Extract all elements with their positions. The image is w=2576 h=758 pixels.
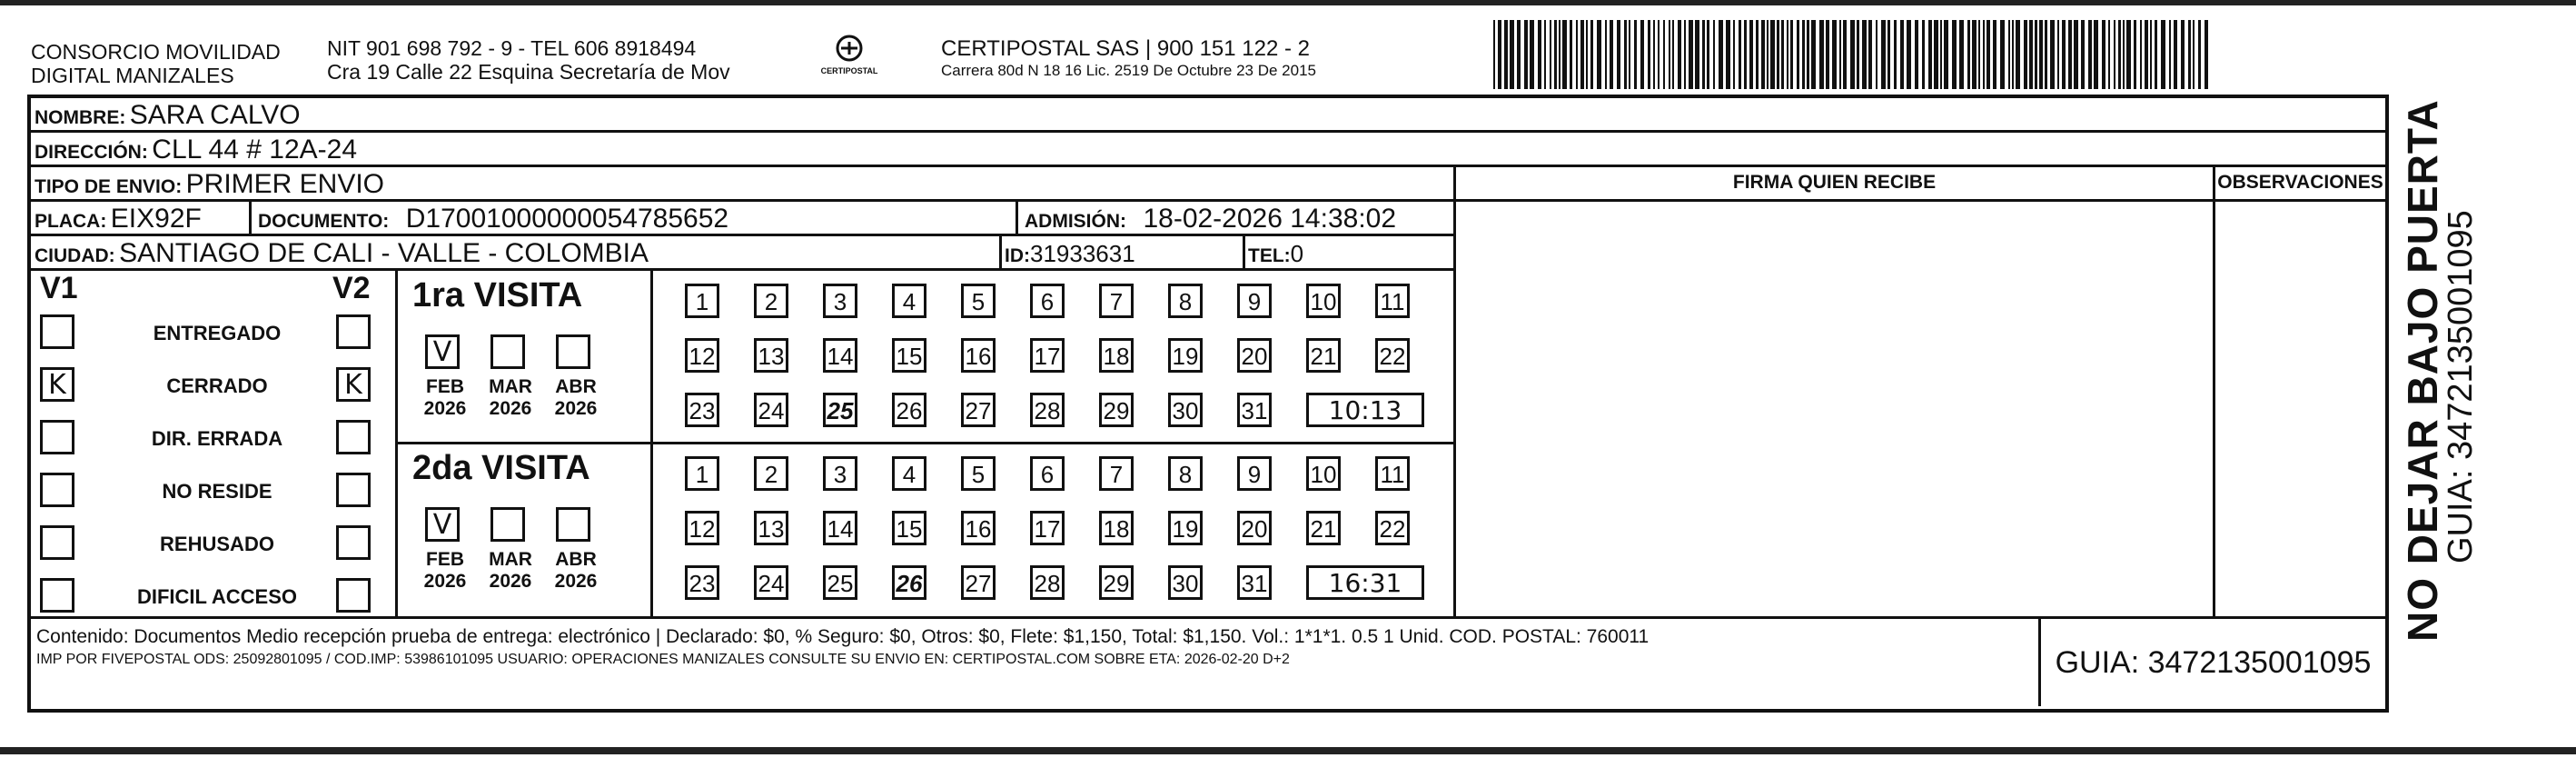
second-visit-month-checkbox[interactable] bbox=[556, 507, 590, 542]
barcode-bar bbox=[2161, 20, 2165, 89]
second-visit-day-box[interactable]: 10 bbox=[1306, 456, 1341, 491]
consortium-name bbox=[31, 40, 281, 87]
firma-header-label: FIRMA QUIEN RECIBE bbox=[1732, 172, 1937, 193]
second-visit-day-box[interactable]: 6 bbox=[1030, 456, 1065, 491]
second-visit-day-box[interactable]: 13 bbox=[754, 511, 788, 545]
second-visit-day-box[interactable]: 30 bbox=[1168, 565, 1203, 600]
barcode bbox=[1490, 20, 2216, 89]
consortium-nit bbox=[327, 36, 730, 84]
barcode-bar bbox=[1498, 20, 1501, 89]
barcode-bar bbox=[1983, 20, 1985, 89]
barcode-bar bbox=[2169, 20, 2171, 89]
barcode-bar bbox=[1894, 20, 1897, 89]
status-block bbox=[31, 271, 398, 616]
second-visit-month-label: MAR 2026 bbox=[489, 549, 532, 592]
barcode-bar bbox=[1493, 20, 1495, 89]
barcode-bar bbox=[2024, 20, 2027, 89]
barcode-bar bbox=[2039, 20, 2043, 89]
first-visit-day-box[interactable]: 13 bbox=[754, 338, 788, 373]
footer-line2: IMP POR FIVEPOSTAL ODS: 25092801095 / COD.IMP: 53986101095 USUARIO: OPERACIONES MANIZALES CONSULTE SU ENVIO EN: CERTIPOSTAL.COM SOBRE ETA: 2026-02-20 D+2 bbox=[36, 652, 1290, 667]
id-divider bbox=[1243, 236, 1245, 268]
consortium-line1: CONSORCIO MOVILIDAD bbox=[31, 40, 281, 64]
tel-field bbox=[1248, 240, 1303, 268]
barcode-bar bbox=[2108, 20, 2110, 89]
barcode-bar bbox=[1726, 20, 1730, 89]
status-label: CERRADO bbox=[166, 374, 268, 397]
ciudad-label: CIUDAD: bbox=[35, 245, 115, 266]
barcode-bar bbox=[1530, 20, 1534, 89]
second-visit-day-box[interactable]: 3 bbox=[823, 456, 857, 491]
tel-value: 0 bbox=[1290, 240, 1304, 267]
barcode-bar bbox=[1597, 20, 1601, 89]
barcode-bar bbox=[2102, 20, 2105, 89]
row-placa bbox=[31, 202, 1453, 236]
second-visit-month-label: ABR 2026 bbox=[554, 549, 598, 592]
barcode-bar bbox=[1669, 20, 1670, 89]
delivery-form bbox=[27, 95, 2389, 713]
direccion-field bbox=[35, 135, 357, 165]
barcode-bar bbox=[1868, 20, 1872, 89]
nombre-label: NOMBRE: bbox=[35, 107, 126, 128]
second-visit-day-box[interactable]: 27 bbox=[961, 565, 996, 600]
barcode-bar bbox=[1807, 20, 1809, 89]
barcode-bar bbox=[1663, 20, 1665, 89]
v2-checkbox[interactable]: K bbox=[336, 367, 371, 402]
second-visit-day-box[interactable]: 22 bbox=[1375, 511, 1410, 545]
first-visit-day-box[interactable]: 14 bbox=[823, 338, 857, 373]
barcode-bar bbox=[2016, 20, 2020, 89]
barcode-bar bbox=[1993, 20, 1996, 89]
first-visit-month-label: ABR 2026 bbox=[554, 376, 598, 419]
barcode-bar bbox=[1550, 20, 1551, 89]
barcode-bar bbox=[1707, 20, 1709, 89]
barcode-bar bbox=[1510, 20, 1514, 89]
first-visit-day-box[interactable]: 21 bbox=[1306, 338, 1341, 373]
barcode-bar bbox=[2088, 20, 2092, 89]
company-line2: Carrera 80d N 18 16 Lic. 2519 De Octubre 23 De 2015 bbox=[941, 62, 1316, 79]
v1-checkbox[interactable] bbox=[40, 420, 74, 454]
barcode-bar bbox=[1653, 20, 1655, 89]
row-tipo bbox=[31, 167, 1453, 202]
second-visit-month-label: FEB 2026 bbox=[423, 549, 467, 592]
tipo-value: PRIMER ENVIO bbox=[185, 169, 385, 199]
barcode-bar bbox=[1781, 20, 1784, 89]
status-label: REHUSADO bbox=[160, 533, 274, 555]
barcode-bar bbox=[1959, 20, 1964, 89]
barcode-bar bbox=[1832, 20, 1837, 89]
barcode-bar bbox=[2029, 20, 2033, 89]
barcode-bar bbox=[1862, 20, 1867, 89]
barcode-bar bbox=[1576, 20, 1578, 89]
barcode-bar bbox=[1928, 20, 1932, 89]
barcode-bar bbox=[1972, 20, 1977, 89]
status-label: DIR. ERRADA bbox=[151, 427, 283, 450]
v2-checkbox[interactable] bbox=[336, 314, 371, 349]
barcode-bar bbox=[1739, 20, 1741, 89]
second-visit-day-box[interactable]: 2 bbox=[754, 456, 788, 491]
ciudad-divider bbox=[999, 236, 1002, 268]
first-visit-time-box[interactable]: 10:13 bbox=[1306, 393, 1424, 427]
id-value: 31933631 bbox=[1030, 240, 1135, 267]
barcode-bar bbox=[1524, 20, 1528, 89]
first-visit-day-box[interactable]: 2 bbox=[754, 284, 788, 318]
barcode-bar bbox=[1900, 20, 1904, 89]
barcode-bar bbox=[1802, 20, 1805, 89]
barcode-bar bbox=[2114, 20, 2115, 89]
barcode-bar bbox=[1839, 20, 1841, 89]
second-visit-day-box[interactable]: 31 bbox=[1237, 565, 1272, 600]
barcode-bar bbox=[1756, 20, 1759, 89]
month-divider bbox=[650, 271, 653, 616]
first-visit-day-box[interactable]: 10 bbox=[1306, 284, 1341, 318]
barcode-bar bbox=[1544, 20, 1546, 89]
v1-checkbox[interactable] bbox=[40, 525, 74, 560]
barcode-bar bbox=[2140, 20, 2142, 89]
first-visit-title: 1ra VISITA bbox=[412, 276, 583, 314]
barcode-bar bbox=[1876, 20, 1878, 89]
barcode-bar bbox=[1767, 20, 1769, 89]
barcode-bar bbox=[1684, 20, 1686, 89]
barcode-bar bbox=[1787, 20, 1788, 89]
barcode-bar bbox=[1826, 20, 1829, 89]
first-visit-month-label: MAR 2026 bbox=[489, 376, 532, 419]
first-visit-month-label: FEB 2026 bbox=[423, 376, 467, 419]
logo-text: CERTIPOSTAL bbox=[820, 66, 878, 75]
company-info bbox=[941, 36, 1316, 80]
first-visit-day-box[interactable]: 11 bbox=[1375, 284, 1410, 318]
admision-value: 18-02-2026 14:38:02 bbox=[1143, 204, 1397, 234]
barcode-bar bbox=[2012, 20, 2014, 89]
admision-label: ADMISIÓN: bbox=[1025, 211, 1126, 232]
barcode-bar bbox=[1590, 20, 1593, 89]
first-visit-day-box[interactable]: 1 bbox=[685, 284, 719, 318]
barcode-bar bbox=[1777, 20, 1779, 89]
second-visit-time-box[interactable]: 16:31 bbox=[1306, 565, 1424, 600]
first-visit-day-box[interactable]: 18 bbox=[1099, 338, 1134, 373]
second-visit-day-box[interactable]: 9 bbox=[1237, 456, 1272, 491]
first-visit-day-box[interactable]: 16 bbox=[961, 338, 996, 373]
barcode-bar bbox=[1713, 20, 1715, 89]
side-warning: NO DEJAR BAJO PUERTA bbox=[2399, 99, 2446, 642]
footer bbox=[31, 616, 2385, 709]
first-visit-day-box[interactable]: 15 bbox=[892, 338, 926, 373]
barcode-bar bbox=[2181, 20, 2185, 89]
documento-divider bbox=[1016, 202, 1018, 234]
second-visit-month-checkbox[interactable] bbox=[490, 507, 525, 542]
first-visit-day-box[interactable]: 27 bbox=[961, 393, 996, 427]
barcode-bar bbox=[1559, 20, 1560, 89]
first-visit-month-checkbox[interactable]: V bbox=[425, 334, 460, 369]
barcode-bar bbox=[1629, 20, 1630, 89]
tipo-field bbox=[35, 169, 384, 200]
first-visit-day-box[interactable]: 12 bbox=[685, 338, 719, 373]
v2-checkbox[interactable] bbox=[336, 420, 371, 454]
firma-header bbox=[1453, 167, 2213, 202]
admision-field bbox=[1025, 204, 1396, 234]
first-visit-day-box[interactable]: 22 bbox=[1375, 338, 1410, 373]
barcode-bar bbox=[1504, 20, 1508, 89]
barcode-bar bbox=[2150, 20, 2152, 89]
second-visit-day-box[interactable]: 23 bbox=[685, 565, 719, 600]
second-visit-day-box[interactable]: 16 bbox=[961, 511, 996, 545]
barcode-bar bbox=[2193, 20, 2195, 89]
barcode-bar bbox=[1915, 20, 1918, 89]
barcode-bar bbox=[2188, 20, 2191, 89]
first-visit-day-box[interactable]: 9 bbox=[1237, 284, 1272, 318]
tipo-label: TIPO DE ENVIO: bbox=[35, 176, 183, 197]
v1-checkbox[interactable] bbox=[40, 473, 74, 507]
barcode-bar bbox=[1634, 20, 1637, 89]
barcode-bar bbox=[2204, 20, 2208, 89]
ciudad-field bbox=[35, 238, 649, 269]
second-visit-day-box[interactable]: 8 bbox=[1168, 456, 1203, 491]
v2-checkbox[interactable] bbox=[336, 473, 371, 507]
first-visit-day-box[interactable]: 8 bbox=[1168, 284, 1203, 318]
second-visit-day-box[interactable]: 4 bbox=[892, 456, 926, 491]
second-visit-day-box[interactable]: 24 bbox=[754, 565, 788, 600]
certipostal-logo bbox=[817, 35, 881, 75]
row-ciudad bbox=[31, 236, 1453, 271]
placa-field bbox=[35, 204, 202, 234]
second-visit-month-checkbox[interactable]: V bbox=[425, 507, 460, 542]
second-visit-day-box[interactable]: 7 bbox=[1099, 456, 1134, 491]
scan-edge-bottom bbox=[0, 747, 2576, 754]
barcode-bar bbox=[1695, 20, 1699, 89]
observaciones-header bbox=[2213, 167, 2385, 202]
footer-guia-box bbox=[2038, 619, 2385, 706]
first-visit-day-box[interactable]: 4 bbox=[892, 284, 926, 318]
second-visit-day-box[interactable]: 21 bbox=[1306, 511, 1341, 545]
consortium-line2: DIGITAL MANIZALES bbox=[31, 64, 234, 87]
v1-checkbox[interactable] bbox=[40, 578, 74, 613]
barcode-bar bbox=[1811, 20, 1816, 89]
barcode-bar bbox=[1617, 20, 1620, 89]
placa-value: EIX92F bbox=[110, 204, 202, 234]
status-label: ENTREGADO bbox=[153, 322, 282, 344]
barcode-bar bbox=[1605, 20, 1607, 89]
tel-label: TEL: bbox=[1248, 245, 1291, 266]
first-visit-day-box[interactable]: 23 bbox=[685, 393, 719, 427]
first-visit-day-box[interactable]: 17 bbox=[1030, 338, 1065, 373]
company-line1: CERTIPOSTAL SAS | 900 151 122 - 2 bbox=[941, 36, 1310, 61]
barcode-bar bbox=[2057, 20, 2059, 89]
barcode-bar bbox=[1967, 20, 1970, 89]
barcode-bar bbox=[2008, 20, 2010, 89]
footer-line1: Contenido: Documentos Medio recepción prueba de entrega: electrónico | Declarado: $0, % Seguro: $0, Otros: $0, Flete: $1,150, Total: $1,150. Vol.: 1*1*1. 0.5 1 Unid. COD. POSTAL: 760011 bbox=[36, 626, 1650, 647]
observaciones-header-label: OBSERVACIONES bbox=[2217, 172, 2383, 193]
barcode-bar bbox=[1658, 20, 1660, 89]
first-visit-day-box[interactable]: 26 bbox=[892, 393, 926, 427]
nit-line1: NIT 901 698 792 - 9 - TEL 606 8918494 bbox=[327, 36, 697, 60]
barcode-bar bbox=[1538, 20, 1541, 89]
barcode-bar bbox=[1744, 20, 1747, 89]
v1-label: V1 bbox=[40, 271, 78, 305]
side-guia: GUIA: 3472135001095 bbox=[2442, 210, 2480, 564]
first-visit-day-box[interactable]: 19 bbox=[1168, 338, 1203, 373]
barcode-bar bbox=[1624, 20, 1627, 89]
ciudad-value: SANTIAGO DE CALI - VALLE - COLOMBIA bbox=[119, 238, 649, 268]
v2-checkbox[interactable] bbox=[336, 525, 371, 560]
barcode-bar bbox=[1857, 20, 1859, 89]
visits-block bbox=[398, 271, 1453, 616]
barcode-bar bbox=[2145, 20, 2148, 89]
barcode-bar bbox=[1944, 20, 1948, 89]
barcode-bar bbox=[1689, 20, 1693, 89]
barcode-bar bbox=[1887, 20, 1890, 89]
barcode-bar bbox=[2068, 20, 2072, 89]
barcode-bar bbox=[2050, 20, 2055, 89]
first-visit-day-box[interactable]: 3 bbox=[823, 284, 857, 318]
barcode-bar bbox=[2094, 20, 2098, 89]
second-visit-day-box[interactable]: 26 bbox=[892, 565, 926, 600]
first-visit-day-box[interactable]: 28 bbox=[1030, 393, 1065, 427]
status-label: DIFICIL ACCESO bbox=[136, 585, 297, 608]
barcode-bar bbox=[1790, 20, 1793, 89]
row-direccion bbox=[31, 133, 2385, 167]
barcode-bar bbox=[1580, 20, 1584, 89]
documento-field bbox=[258, 204, 728, 234]
first-visit-day-box[interactable]: 24 bbox=[754, 393, 788, 427]
barcode-bar bbox=[2118, 20, 2121, 89]
second-visit-day-box[interactable]: 17 bbox=[1030, 511, 1065, 545]
direccion-value: CLL 44 # 12A-24 bbox=[152, 135, 358, 165]
v2-checkbox[interactable] bbox=[336, 578, 371, 613]
barcode-bar bbox=[1770, 20, 1775, 89]
barcode-bar bbox=[1881, 20, 1886, 89]
second-visit-day-box[interactable]: 25 bbox=[823, 565, 857, 600]
first-visit-day-box[interactable]: 31 bbox=[1237, 393, 1272, 427]
barcode-bar bbox=[1819, 20, 1824, 89]
barcode-bar bbox=[1761, 20, 1765, 89]
second-visit-day-box[interactable]: 29 bbox=[1099, 565, 1134, 600]
v2-label: V2 bbox=[332, 271, 371, 305]
logo-icon bbox=[831, 35, 867, 62]
second-visit-day-box[interactable]: 15 bbox=[892, 511, 926, 545]
barcode-bar bbox=[1678, 20, 1681, 89]
v1-checkbox[interactable] bbox=[40, 314, 74, 349]
barcode-bar bbox=[2035, 20, 2037, 89]
barcode-bar bbox=[1733, 20, 1735, 89]
footer-guia: GUIA: 3472135001095 bbox=[2055, 644, 2372, 680]
nombre-field bbox=[35, 100, 301, 131]
barcode-bar bbox=[1843, 20, 1847, 89]
barcode-bar bbox=[2155, 20, 2157, 89]
barcode-bar bbox=[1719, 20, 1723, 89]
barcode-bar bbox=[1986, 20, 1990, 89]
scan-edge-top bbox=[0, 0, 2576, 5]
id-label: ID: bbox=[1005, 245, 1030, 266]
nombre-value: SARA CALVO bbox=[129, 100, 301, 130]
first-visit-month-checkbox[interactable] bbox=[490, 334, 525, 369]
row-nombre bbox=[31, 98, 2385, 133]
first-visit-day-box[interactable]: 5 bbox=[961, 284, 996, 318]
second-visit-day-box[interactable]: 1 bbox=[685, 456, 719, 491]
barcode-bar bbox=[1934, 20, 1938, 89]
barcode-bar bbox=[1749, 20, 1753, 89]
first-visit-day-box[interactable]: 29 bbox=[1099, 393, 1134, 427]
second-visit-day-box[interactable]: 14 bbox=[823, 511, 857, 545]
documento-value: D17001000000054785652 bbox=[405, 204, 729, 234]
barcode-bar bbox=[1952, 20, 1957, 89]
nit-line2: Cra 19 Calle 22 Esquina Secretaría de Mov bbox=[327, 60, 730, 84]
first-visit-month-checkbox[interactable] bbox=[556, 334, 590, 369]
barcode-bar bbox=[1922, 20, 1925, 89]
observaciones-column bbox=[2213, 202, 2385, 616]
barcode-bar bbox=[2174, 20, 2177, 89]
barcode-bar bbox=[1797, 20, 1799, 89]
barcode-bar bbox=[2126, 20, 2131, 89]
barcode-bar bbox=[2074, 20, 2078, 89]
firma-column bbox=[1453, 202, 2213, 616]
status-label: NO RESIDE bbox=[162, 480, 272, 503]
barcode-bar bbox=[2134, 20, 2136, 89]
id-field bbox=[1005, 240, 1135, 268]
barcode-bar bbox=[1562, 20, 1567, 89]
second-visit-day-box[interactable]: 20 bbox=[1237, 511, 1272, 545]
v1-checkbox[interactable]: K bbox=[40, 367, 74, 402]
second-visit-day-box[interactable]: 18 bbox=[1099, 511, 1134, 545]
first-visit-day-box[interactable]: 30 bbox=[1168, 393, 1203, 427]
barcode-bar bbox=[1940, 20, 1942, 89]
barcode-bar bbox=[2062, 20, 2066, 89]
second-visit-day-box[interactable]: 12 bbox=[685, 511, 719, 545]
barcode-bar bbox=[1648, 20, 1650, 89]
barcode-bar bbox=[1586, 20, 1588, 89]
second-visit-title: 2da VISITA bbox=[412, 449, 590, 487]
barcode-bar bbox=[1978, 20, 1980, 89]
barcode-bar bbox=[1554, 20, 1557, 89]
first-visit-day-box[interactable]: 25 bbox=[823, 393, 857, 427]
second-visit-day-box[interactable]: 28 bbox=[1030, 565, 1065, 600]
direccion-label: DIRECCIÓN: bbox=[35, 142, 148, 163]
barcode-bar bbox=[1640, 20, 1644, 89]
first-visit-day-box[interactable]: 7 bbox=[1099, 284, 1134, 318]
second-visit-day-box[interactable]: 11 bbox=[1375, 456, 1410, 491]
barcode-bar bbox=[2198, 20, 2201, 89]
visit-divider bbox=[398, 442, 1453, 444]
documento-label: DOCUMENTO: bbox=[258, 211, 390, 232]
barcode-bar bbox=[1702, 20, 1705, 89]
first-visit-day-box[interactable]: 6 bbox=[1030, 284, 1065, 318]
barcode-bar bbox=[1610, 20, 1613, 89]
second-visit-day-box[interactable]: 19 bbox=[1168, 511, 1203, 545]
barcode-bar bbox=[1850, 20, 1855, 89]
barcode-bar bbox=[2123, 20, 2125, 89]
barcode-bar bbox=[1570, 20, 1572, 89]
first-visit-day-box[interactable]: 20 bbox=[1237, 338, 1272, 373]
barcode-bar bbox=[2081, 20, 2085, 89]
barcode-bar bbox=[2045, 20, 2047, 89]
barcode-bar bbox=[1907, 20, 1911, 89]
barcode-bar bbox=[2000, 20, 2005, 89]
second-visit-day-box[interactable]: 5 bbox=[961, 456, 996, 491]
placa-divider bbox=[249, 202, 252, 234]
barcode-bar bbox=[1672, 20, 1674, 89]
placa-label: PLACA: bbox=[35, 211, 107, 232]
barcode-bar bbox=[1517, 20, 1521, 89]
